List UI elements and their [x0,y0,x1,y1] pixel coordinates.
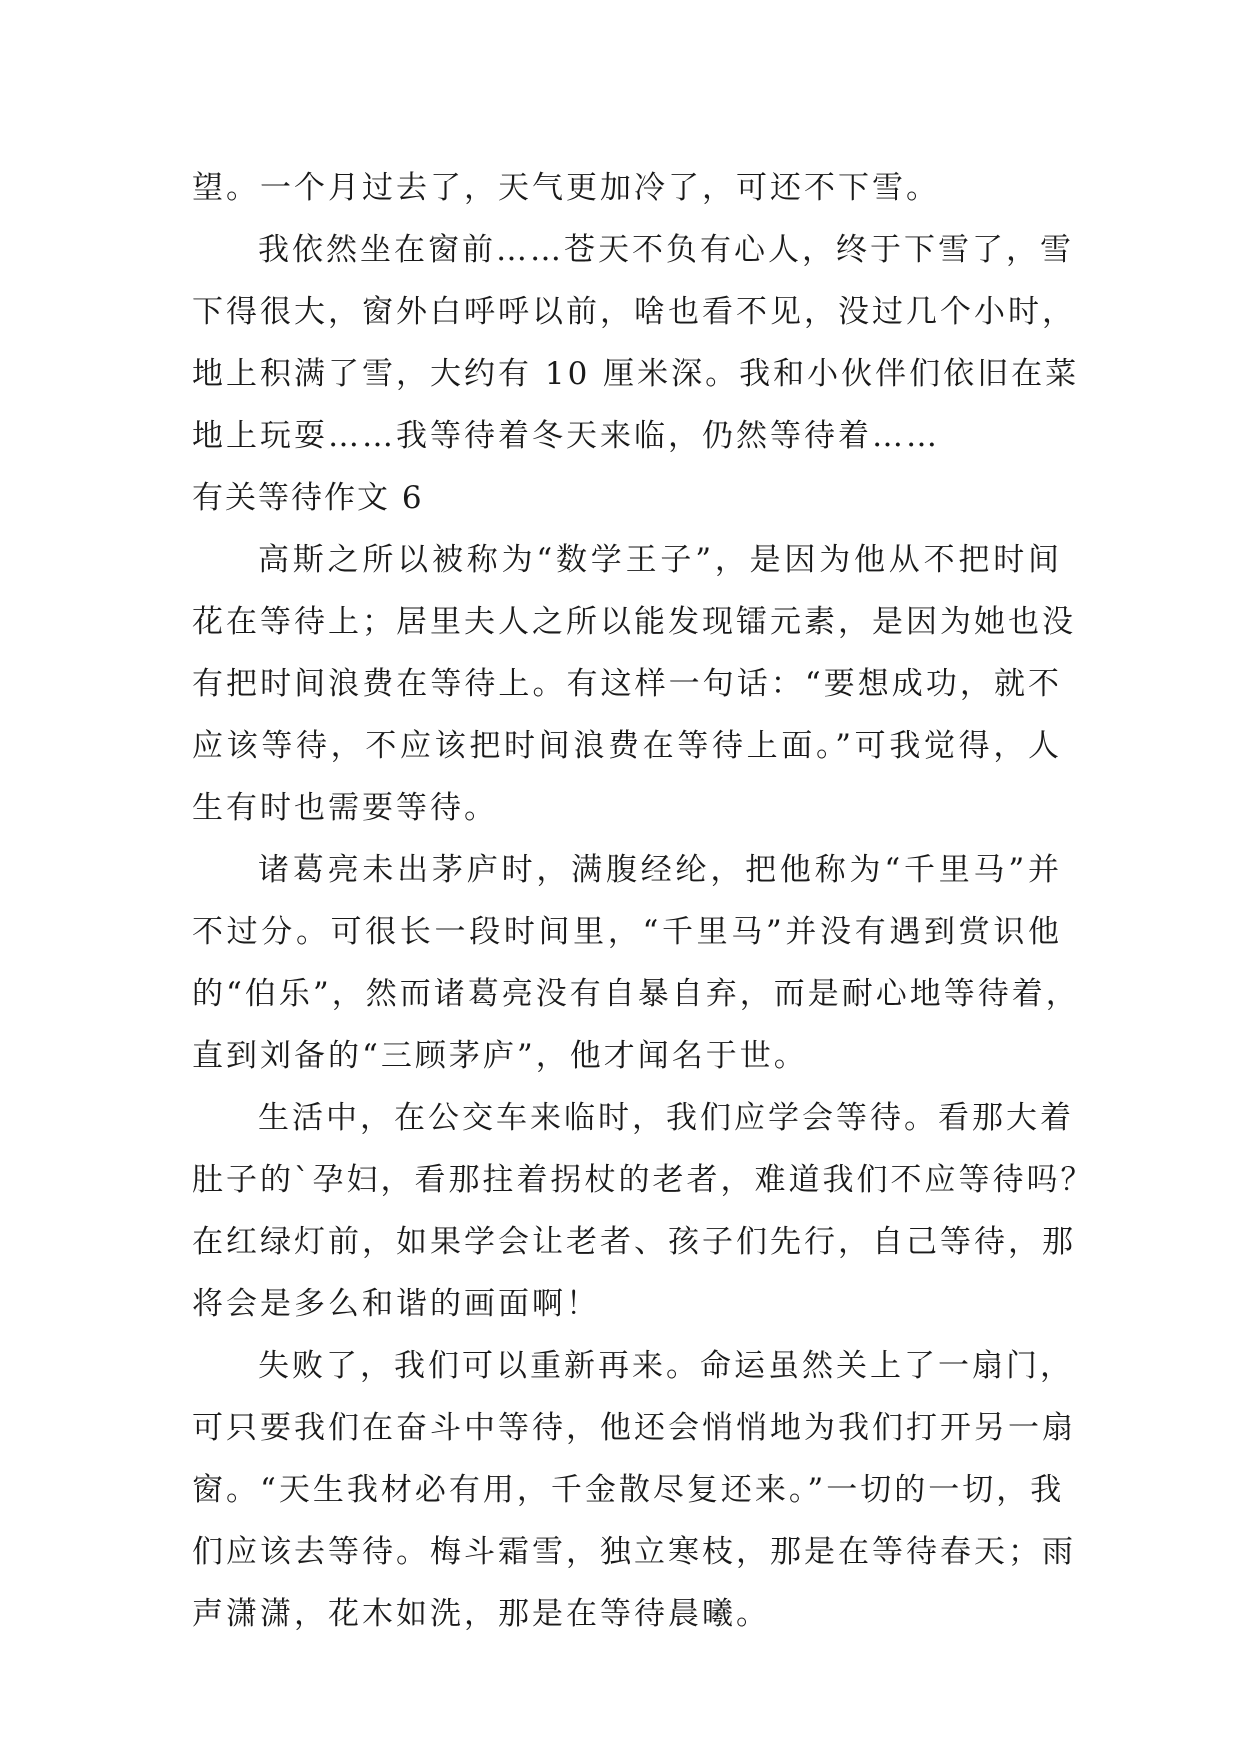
text-line: 肚子的`孕妇，看那拄着拐杖的老者，难道我们不应等待吗？ [192,1162,1095,1198]
text-line: 望。一个月过去了，天气更加冷了，可还不下雪。 [192,170,940,206]
text-line: 失败了，我们可以重新再来。命运虽然关上了一扇门， [258,1348,1074,1384]
text-line: 我依然坐在窗前……苍天不负有心人，终于下雪了，雪 [258,232,1074,268]
text-line: 的“伯乐”，然而诸葛亮没有自暴自弃，而是耐心地等待着， [192,976,1080,1012]
text-line: 们应该去等待。梅斗霜雪，独立寒枝，那是在等待春天；雨 [192,1534,1076,1570]
paragraph-gauss [192,529,1076,839]
text-line: 有把时间浪费在等待上。有这样一句话：“要想成功，就不 [192,666,1062,702]
text-line: 直到刘备的“三顾茅庐”，他才闻名于世。 [192,1038,808,1074]
document-body [192,157,1095,1645]
text-line: 诸葛亮未出茅庐时，满腹经纶，把他称为“千里马”并 [258,852,1062,888]
text-line: 声潇潇，花木如洗，那是在等待晨曦。 [192,1596,770,1632]
paragraph-snow [192,219,1080,467]
text-line: 窗。“天生我材必有用，千金散尽复还来。”一切的一切，我 [192,1472,1065,1508]
text-line: 地上积满了雪，大约有 10 厘米深。我和小伙伴们依旧在菜 [192,356,1080,392]
text-line: 高斯之所以被称为“数学王子”，是因为他从不把时间 [258,542,1062,578]
paragraph-zhuge [192,839,1080,1087]
text-line: 花在等待上；居里夫人之所以能发现镭元素，是因为她也没 [192,604,1076,640]
paragraph-life [192,1087,1095,1335]
paragraph-intro-end [192,157,1062,219]
text-line: 不过分。可很长一段时间里，“千里马”并没有遇到赏识他 [192,914,1062,950]
text-line: 可只要我们在奋斗中等待，他还会悄悄地为我们打开另一扇 [192,1410,1076,1446]
section-title: 有关等待作文 6 [192,480,424,516]
text-line: 应该等待，不应该把时间浪费在等待上面。”可我觉得，人 [192,728,1062,764]
text-line: 地上玩耍……我等待着冬天来临，仍然等待着…… [192,418,940,454]
paragraph-failure [192,1335,1076,1645]
text-line: 生有时也需要等待。 [192,790,498,826]
text-line: 在红绿灯前，如果学会让老者、孩子们先行，自己等待，那 [192,1224,1076,1260]
text-line: 下得很大，窗外白呼呼以前，啥也看不见，没过几个小时， [192,294,1076,330]
text-line: 将会是多么和谐的画面啊！ [192,1286,600,1322]
text-line: 生活中，在公交车来临时，我们应学会等待。看那大着 [258,1100,1074,1136]
